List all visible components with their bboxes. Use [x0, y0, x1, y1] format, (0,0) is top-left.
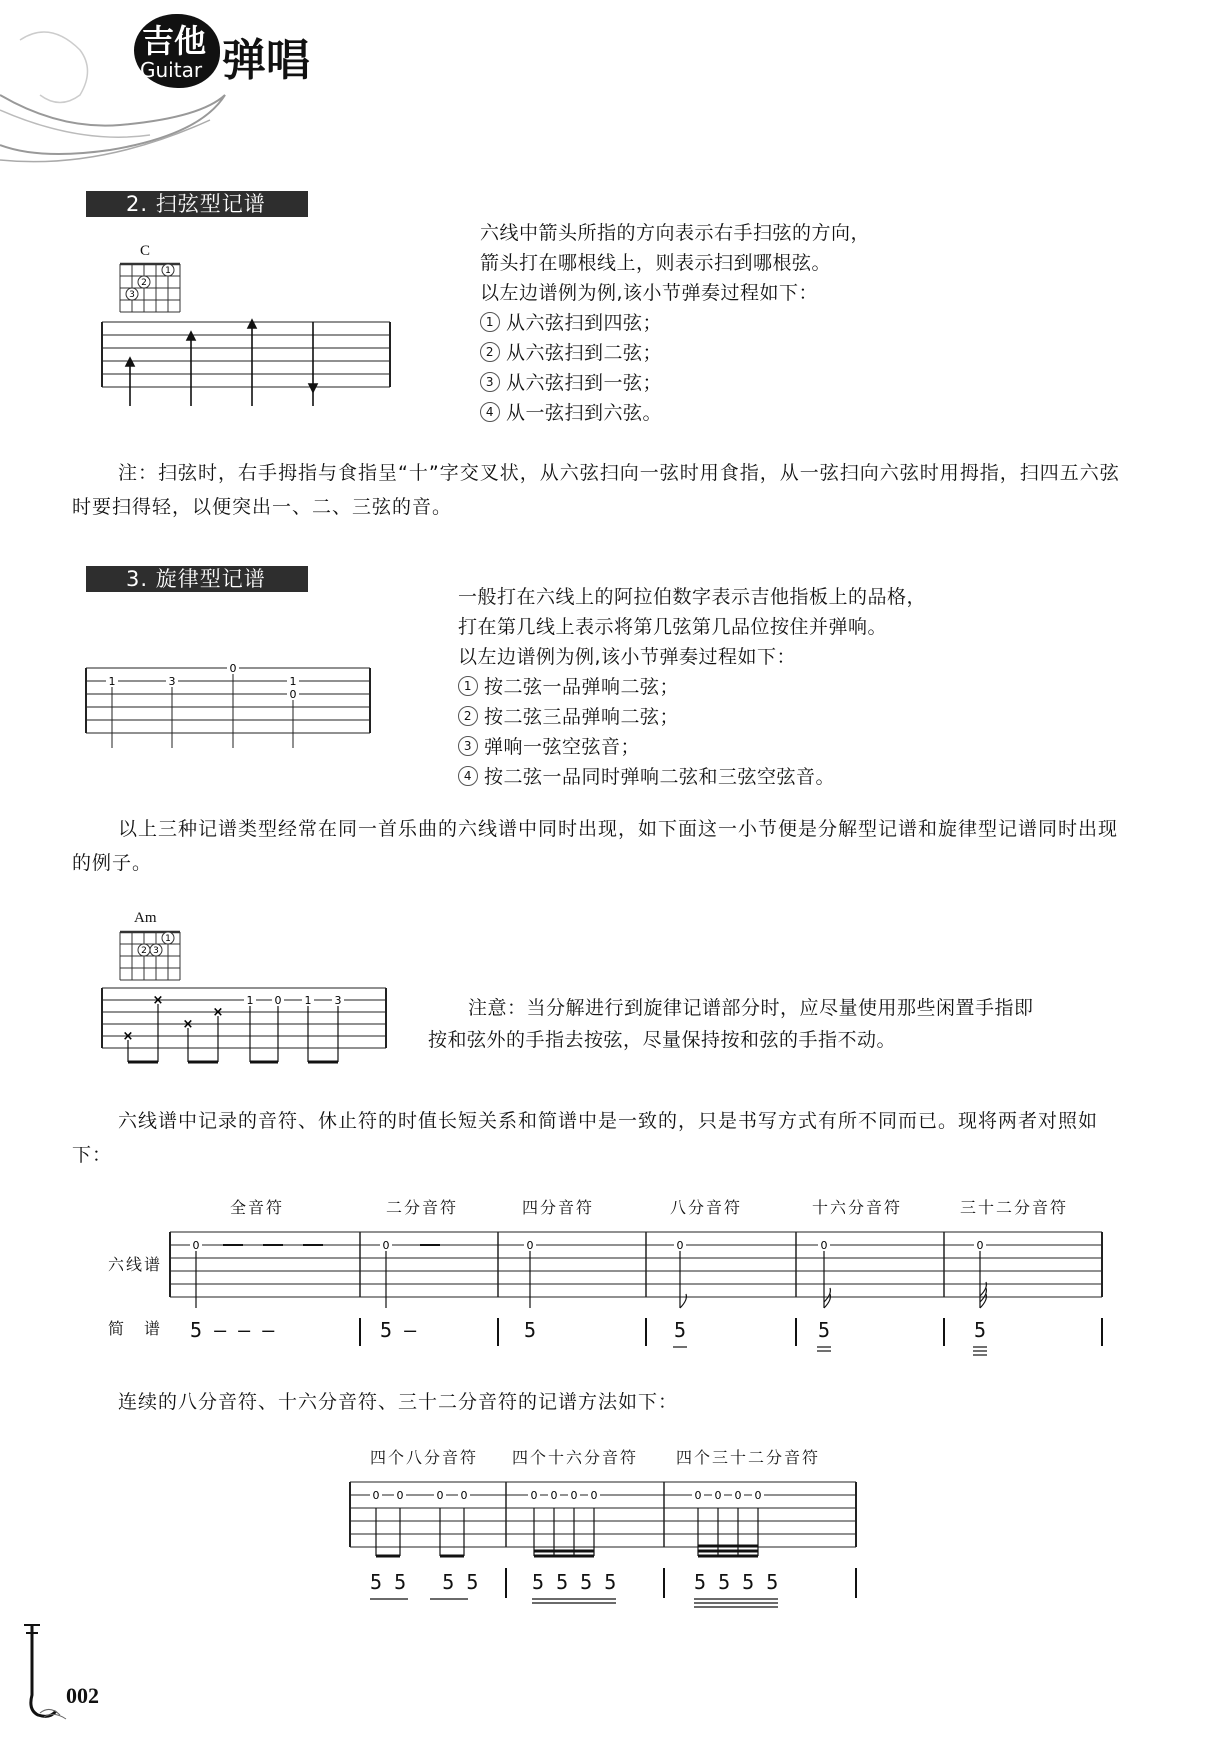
jianpu-thirtyseconds: 5 5 5 5 [694, 1570, 779, 1594]
consecutive-intro: 连续的八分音符、十六分音符、三十二分音符的记谱方法如下： [118, 1391, 679, 1413]
section-2-line-2: 箭头打在哪根线上，则表示扫到哪根弦。 [480, 252, 832, 274]
section-3-step [458, 702, 926, 732]
step-text: 按二弦一品弹响二弦； [484, 676, 680, 698]
logo-guitar-english: Guitar [140, 58, 203, 82]
tab-zero: 0 [460, 1489, 468, 1502]
footer-guitar-icon [10, 1615, 70, 1725]
strum-arrow-down-4 [309, 384, 317, 392]
section-2-step [480, 338, 870, 368]
step-number: 2 [480, 342, 500, 362]
tab-zero: 0 [976, 1239, 984, 1252]
duration-header: 三十二分音符 [960, 1198, 1069, 1217]
section-2-step [480, 308, 870, 338]
finger-2: 2 [141, 278, 147, 288]
step-text: 从一弦扫到六弦。 [506, 402, 663, 424]
mixed-tab [100, 984, 390, 1066]
step-number: 1 [480, 312, 500, 332]
duration-header: 全音符 [230, 1198, 285, 1217]
tab-number: 3 [334, 994, 342, 1007]
duration-header: 八分音符 [670, 1198, 743, 1217]
jianpu-eighth: 5 [674, 1318, 687, 1342]
chord-name-am: Am [134, 910, 157, 926]
tab-zero: 0 [526, 1239, 534, 1252]
tab-zero: 0 [754, 1489, 762, 1502]
tab-zero: 0 [382, 1239, 390, 1252]
tab-zero: 0 [570, 1489, 578, 1502]
tab-number: 3 [168, 675, 176, 688]
tab-zero: 0 [192, 1239, 200, 1252]
strum-arrow-up-3 [248, 320, 256, 328]
tab-number: 1 [246, 994, 254, 1007]
group-header: 四个八分音符 [370, 1448, 479, 1467]
jianpu-barlines [168, 1316, 1108, 1356]
finger-1: 1 [165, 934, 171, 944]
group-header: 四个三十二分音符 [676, 1448, 821, 1467]
chord-diagram-c [118, 262, 188, 320]
step-text: 按二弦一品同时弹响二弦和三弦空弦音。 [484, 766, 836, 788]
step-text: 从六弦扫到一弦； [506, 372, 663, 394]
duration-header: 四分音符 [522, 1198, 595, 1217]
step-number: 2 [458, 706, 478, 726]
tab-number: 0 [229, 662, 237, 675]
tab-zero: 0 [436, 1489, 444, 1502]
tab-zero: 0 [396, 1489, 404, 1502]
jianpu-whole: 5 — — — [190, 1318, 275, 1342]
section-3-title: 3. 旋律型记谱 [86, 566, 308, 592]
tab-number: 1 [289, 675, 297, 688]
section-3-summary: 以上三种记谱类型经常在同一首乐曲的六线谱中同时出现，如下面这一小节便是分解型记谱和旋律型记谱同时出现的例子。 [72, 818, 1119, 874]
chord-diagram-am [118, 930, 188, 988]
strum-arrow-up-2 [187, 332, 195, 340]
finger-3: 3 [129, 290, 135, 300]
section-2-line-1: 六线中箭头所指的方向表示右手扫弦的方向， [480, 222, 871, 244]
tab-zero: 0 [714, 1489, 722, 1502]
step-text: 从六弦扫到四弦； [506, 312, 663, 334]
section-3-step [458, 672, 926, 702]
melody-tab [84, 660, 374, 752]
tab-number: 1 [304, 994, 312, 1007]
jianpu-half: 5 — [380, 1318, 417, 1342]
mute-x: × [122, 1029, 134, 1044]
logo-title: 弹唱 [222, 35, 310, 86]
finger-2: 2 [141, 946, 147, 956]
step-text: 按二弦三品弹响二弦； [484, 706, 680, 728]
step-text: 弹响一弦空弦音； [484, 736, 641, 758]
step-text: 从六弦扫到二弦； [506, 342, 663, 364]
tab-number: 1 [108, 675, 116, 688]
tab-zero: 0 [550, 1489, 558, 1502]
jianpu-quarter: 5 [524, 1318, 537, 1342]
section-3-line-3: 以左边谱例为例,该小节弹奏过程如下： [458, 646, 797, 668]
section-2-text [480, 218, 870, 428]
duration-header: 二分音符 [386, 1198, 459, 1217]
tab-number: 0 [274, 994, 282, 1007]
jianpu-sixteenth: 5 [818, 1318, 831, 1342]
jianpu-eighths: 5 5 5 5 [370, 1570, 479, 1594]
mute-x: × [152, 993, 164, 1008]
row-label-jianpu: 简 谱 [108, 1319, 163, 1338]
mute-x: × [212, 1005, 224, 1020]
tab-zero: 0 [530, 1489, 538, 1502]
tab-zero: 0 [590, 1489, 598, 1502]
consecutive-tab [348, 1478, 860, 1562]
step-number: 3 [480, 372, 500, 392]
tab-zero: 0 [676, 1239, 684, 1252]
step-number: 4 [458, 766, 478, 786]
chord-name-c: C [140, 243, 151, 259]
section-3-step [458, 762, 926, 792]
row-label-tab: 六线谱 [108, 1255, 163, 1274]
jianpu-thirtysecond: 5 [974, 1318, 987, 1342]
tab-zero: 0 [734, 1489, 742, 1502]
tab-zero: 0 [372, 1489, 380, 1502]
duration-header: 十六分音符 [812, 1198, 903, 1217]
group-header: 四个十六分音符 [512, 1448, 639, 1467]
section-3-line-1: 一般打在六线上的阿拉伯数字表示吉他指板上的品格， [458, 586, 927, 608]
tab-zero: 0 [820, 1239, 828, 1252]
section-3-line-2: 打在第几线上表示将第几弦第几品位按住并弹响。 [458, 616, 888, 638]
step-number: 1 [458, 676, 478, 696]
compare-intro: 六线谱中记录的音符、休止符的时值长短关系和简谱中是一致的，只是书写方式有所不同而已。现将两者对照如下： [72, 1110, 1099, 1166]
mixed-note-2: 按和弦外的手指去按弦，尽量保持按和弦的手指不动。 [428, 1029, 897, 1051]
tab-number: 0 [289, 688, 297, 701]
consecutive-jianpu-marks [348, 1566, 860, 1610]
section-2-step [480, 398, 870, 428]
finger-3: 3 [153, 946, 159, 956]
duration-tab [168, 1228, 1108, 1324]
tab-zero: 0 [694, 1489, 702, 1502]
step-number: 4 [480, 402, 500, 422]
step-number: 3 [458, 736, 478, 756]
section-2-step [480, 368, 870, 398]
page-number: 002 [66, 1683, 99, 1708]
mixed-note-1: 注意：当分解进行到旋律记谱部分时，应尽量使用那些闲置手指即 [468, 997, 1034, 1019]
section-3-text [458, 582, 926, 792]
jianpu-sixteenths: 5 5 5 5 [532, 1570, 617, 1594]
logo-guitar-chinese: 吉他 [142, 22, 207, 60]
section-2-title: 2. 扫弦型记谱 [86, 191, 308, 217]
strum-tab [100, 318, 395, 410]
section-3-step [458, 732, 926, 762]
finger-1: 1 [165, 266, 171, 276]
section-2-note: 注：扫弦时，右手拇指与食指呈“十”字交叉状，从六弦扫向一弦时用食指，从一弦扫向六弦时用拇指，扫四五六弦时要扫得轻，以便突出一、二、三弦的音。 [72, 462, 1120, 518]
mute-x: × [182, 1017, 194, 1032]
section-2-line-3: 以左边谱例为例,该小节弹奏过程如下： [480, 282, 819, 304]
